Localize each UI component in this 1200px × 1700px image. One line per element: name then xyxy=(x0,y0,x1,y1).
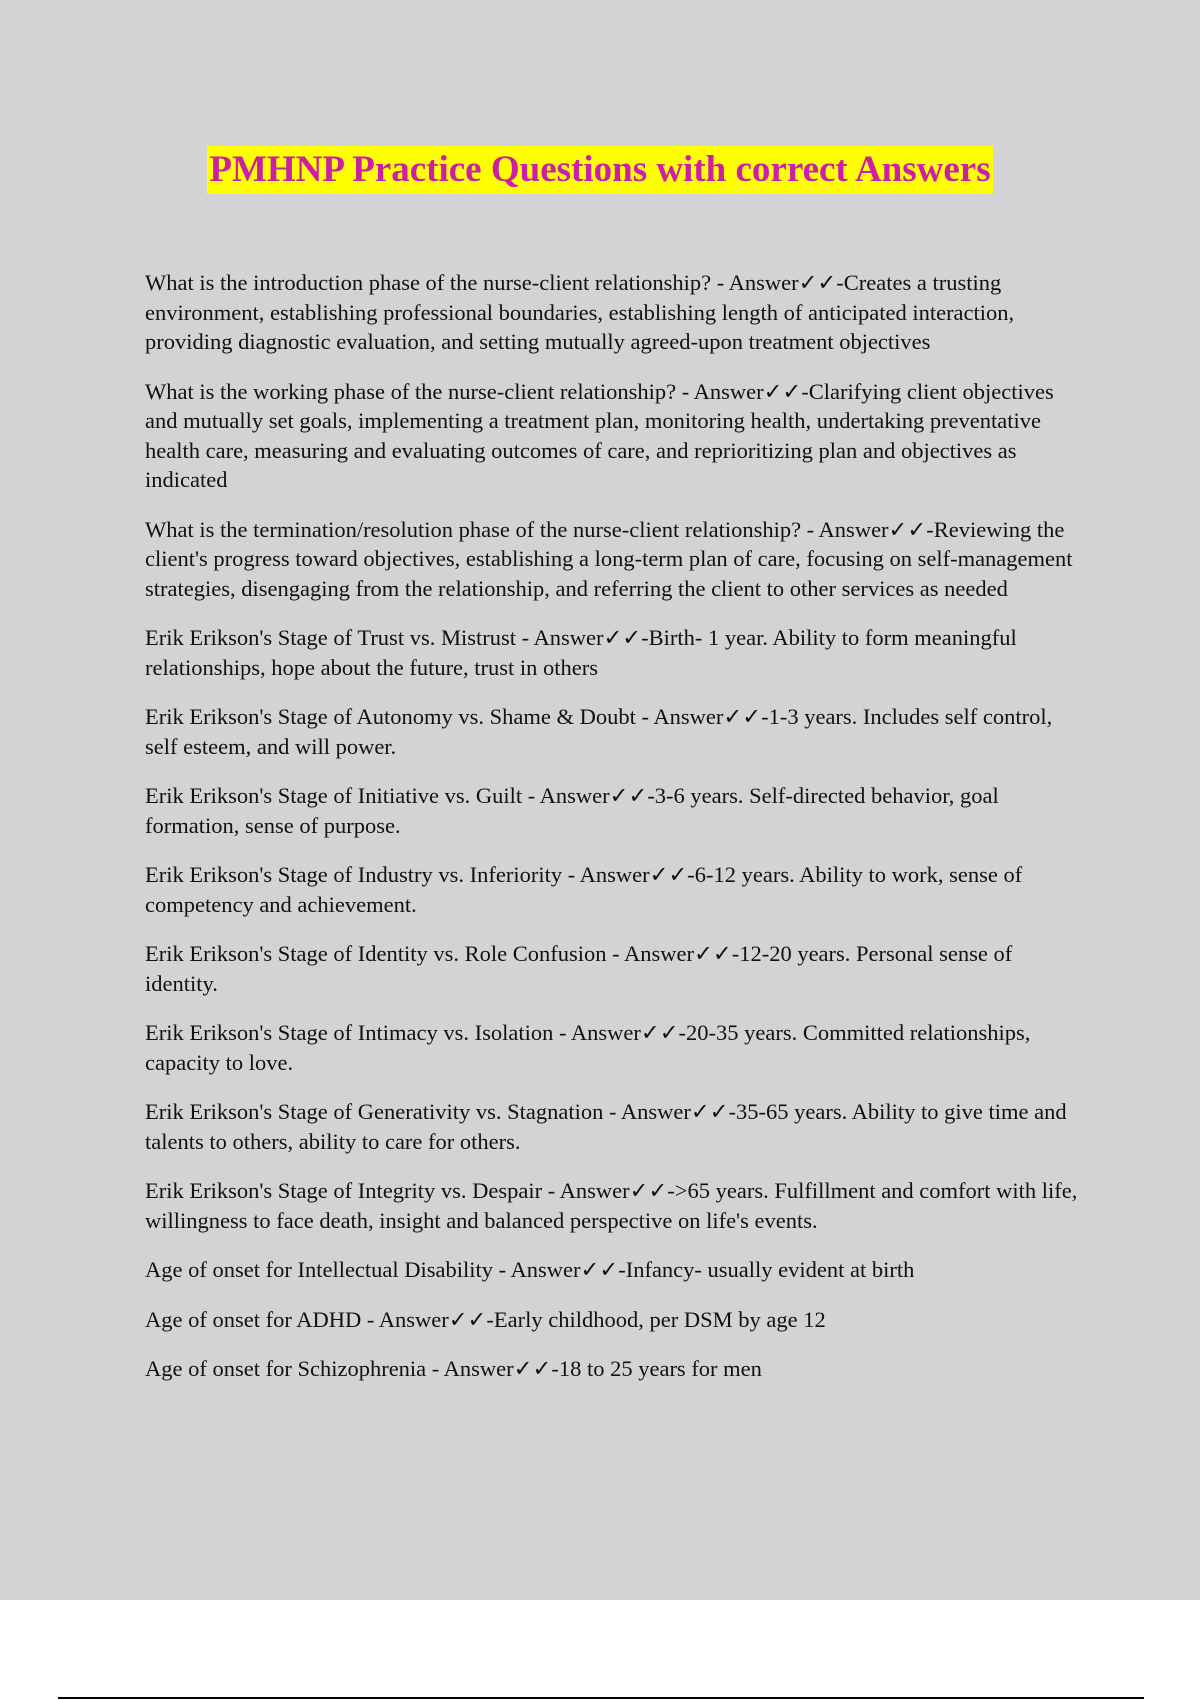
title-container xyxy=(0,146,1200,194)
footer-divider xyxy=(58,1697,1144,1699)
qa-item: Erik Erikson's Stage of Integrity vs. Despair - Answer✓✓->65 years. Fulfillment and comfort with life, willingness to face death, insight and balanced perspective on life's events. xyxy=(145,1178,1078,1233)
qa-item: Erik Erikson's Stage of Trust vs. Mistrust - Answer✓✓-Birth- 1 year. Ability to form meaningful relationships, hope about the future, trust in others xyxy=(145,625,1017,680)
qa-item: Age of onset for ADHD - Answer✓✓-Early childhood, per DSM by age 12 xyxy=(145,1306,826,1332)
qa-item: Erik Erikson's Stage of Generativity vs. Stagnation - Answer✓✓-35-65 years. Ability to give time and talents to others, ability to care for others. xyxy=(145,1099,1067,1154)
qa-item: What is the working phase of the nurse-client relationship? - Answer✓✓-Clarifying client objectives and mutually set goals, implementing a treatment plan, monitoring health, undertaking preventative health care, measuring and evaluating outcomes of care, and reprioritizing plan and objectives as indicated xyxy=(145,378,1054,492)
qa-item: Erik Erikson's Stage of Autonomy vs. Shame & Doubt - Answer✓✓-1-3 years. Includes self control, self esteem, and will power. xyxy=(145,704,1053,759)
qa-item: Age of onset for Intellectual Disability - Answer✓✓-Infancy- usually evident at birth xyxy=(145,1257,915,1282)
qa-list xyxy=(145,268,1090,1404)
document-title: PMHNP Practice Questions with correct Answers xyxy=(207,146,992,194)
qa-item: Erik Erikson's Stage of Initiative vs. Guilt - Answer✓✓-3-6 years. Self-directed behavior, goal formation, sense of purpose. xyxy=(145,783,999,838)
qa-item: Erik Erikson's Stage of Identity vs. Role Confusion - Answer✓✓-12-20 years. Personal sense of identity. xyxy=(145,941,1013,996)
qa-item: Erik Erikson's Stage of Intimacy vs. Isolation - Answer✓✓-20-35 years. Committed relationships, capacity to love. xyxy=(145,1020,1031,1075)
qa-item: Age of onset for Schizophrenia - Answer✓✓-18 to 25 years for men xyxy=(145,1356,762,1381)
qa-item: What is the introduction phase of the nurse-client relationship? - Answer✓✓-Creates a trusting environment, establishing professional boundaries, establishing length of anticipated interaction, providing diagnostic evaluation, and setting mutually agreed-upon treatment objectives xyxy=(145,270,1015,354)
qa-item: Erik Erikson's Stage of Industry vs. Inferiority - Answer✓✓-6-12 years. Ability to work, sense of competency and achievement. xyxy=(145,862,1023,917)
qa-item: What is the termination/resolution phase of the nurse-client relationship? - Answer✓✓-Reviewing the client's progress toward objectives, establishing a long-term plan of care, focusing on self-management strategies, disengaging from the relationship, and referring the client to other services as needed xyxy=(145,516,1073,601)
